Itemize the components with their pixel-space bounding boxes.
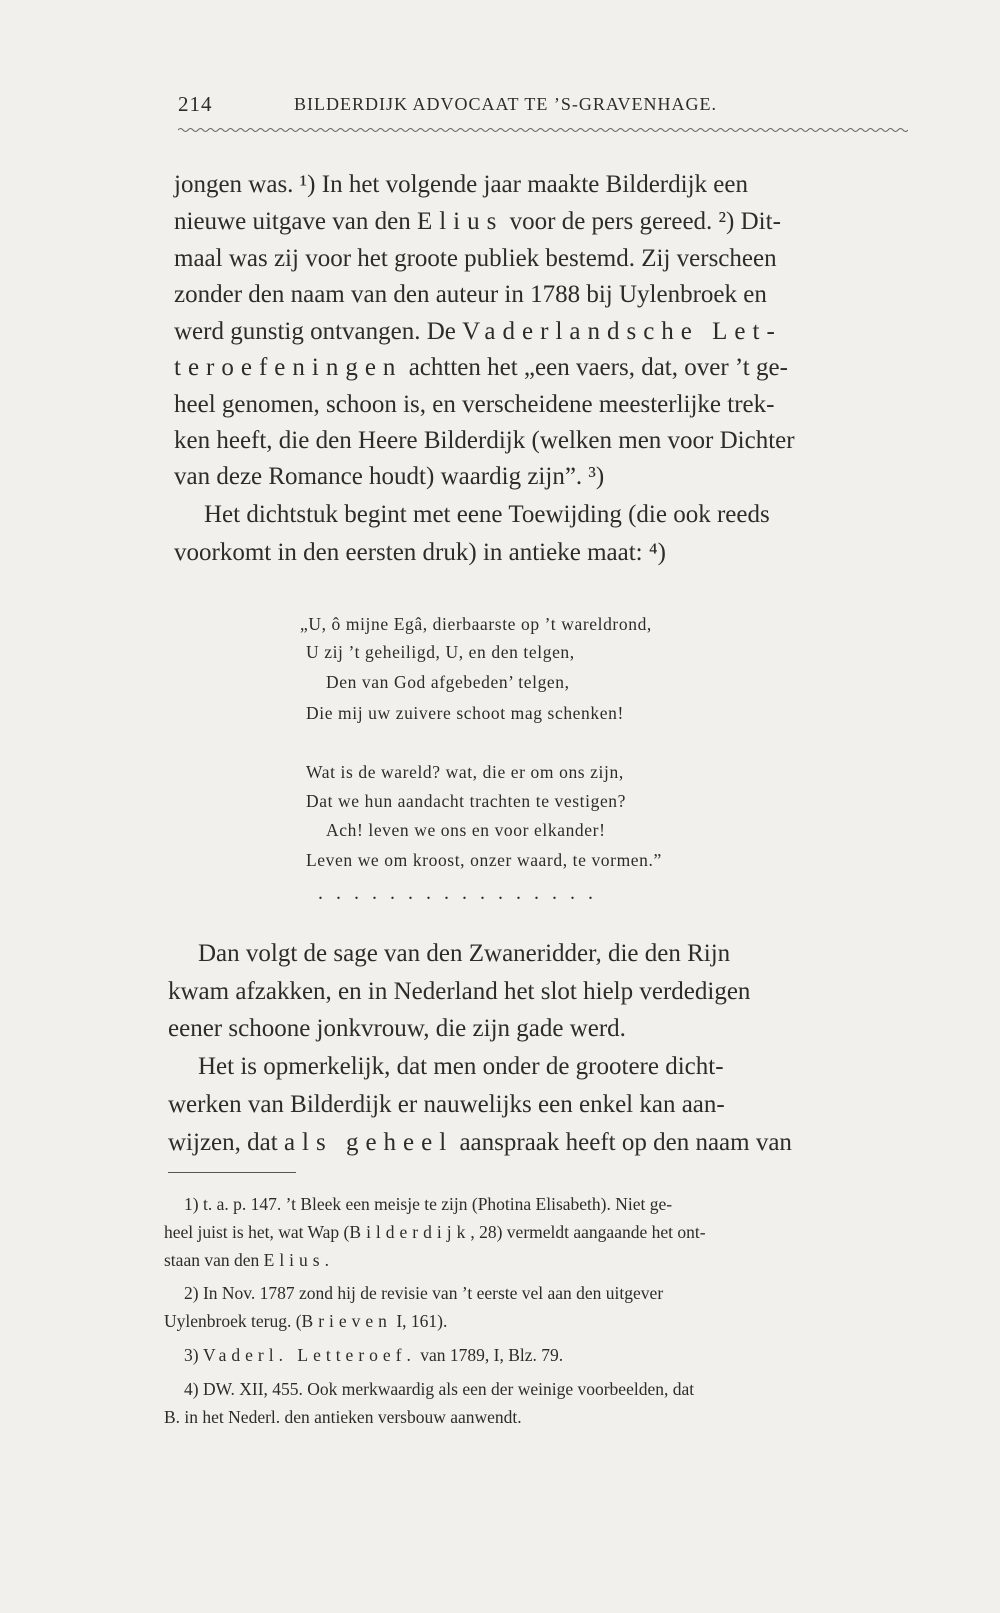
- body-line: ken heeft, die den Heere Bilderdijk (welken men voor Dichter: [174, 427, 795, 454]
- footnote-text: van 1789, I, Blz. 79.: [415, 1345, 564, 1365]
- body-text: voor de pers gereed. ²) Dit-: [503, 208, 781, 235]
- footnote-line: 2) In Nov. 1787 zond hij de revisie van ’t eerste vel aan den uitgever: [184, 1283, 664, 1303]
- body-line: voorkomt in den eersten druk) in antieke maat: ⁴): [174, 539, 666, 566]
- verse-line: Leven we om kroost, onzer waard, te vormen.”: [306, 850, 662, 870]
- verse-line: U zij ’t geheiligd, U, en den telgen,: [306, 642, 575, 662]
- footnote-text: 3): [184, 1345, 203, 1365]
- footnote-emphasis: Vaderl. Letteroef.: [202, 1345, 416, 1365]
- body-line: jongen was. ¹) In het volgende jaar maakte Bilderdijk een: [174, 171, 748, 198]
- footnote-text: heel juist is het, wat Wap (: [164, 1222, 350, 1242]
- body-line: Het dichtstuk begint met eene Toewijding (die ook reeds: [204, 501, 770, 528]
- body-line: [174, 207, 781, 237]
- body-line: zonder den naam van den auteur in 1788 bij Uylenbroek en: [174, 281, 767, 308]
- body-line: heel genomen, schoon is, en verscheidene meesterlijke trek-: [174, 391, 775, 418]
- verse-line: „U, ô mijne Egâ, dierbaarste op ’t wareldrond,: [300, 614, 652, 634]
- body-line: maal was zij voor het groote publiek bestemd. Zij verscheen: [174, 245, 777, 272]
- footnote-emphasis: Bilderdijk: [349, 1222, 471, 1242]
- body-line: [174, 353, 788, 383]
- page-number: 214: [178, 92, 213, 116]
- body-text: achtten het „een vaers, dat, over ’t ge-: [402, 354, 788, 381]
- footnote-line: [164, 1309, 447, 1333]
- body-line: [174, 317, 782, 347]
- verse-line: Die mij uw zuivere schoot mag schenken!: [306, 703, 624, 723]
- footnote-line: [164, 1220, 706, 1244]
- footnote-text: , 28) vermeldt aangaande het ont-: [470, 1222, 706, 1242]
- footnote-line: [184, 1343, 563, 1367]
- body-line: van deze Romance houdt) waardig zijn”. ³): [174, 463, 605, 490]
- body-text: nieuwe uitgave van den: [174, 208, 417, 235]
- body-line: werken van Bilderdijk er nauwelijks een enkel kan aan-: [168, 1091, 725, 1118]
- footnote-emphasis: Brieven: [301, 1311, 392, 1331]
- footnote-line: [164, 1248, 329, 1272]
- emphasis-spaced: als geheel: [283, 1129, 454, 1156]
- footnote-text: .: [324, 1250, 329, 1270]
- running-head: BILDERDIJK ADVOCAAT TE ’S-GRAVENHAGE.: [294, 94, 718, 114]
- footnote-separator: [168, 1172, 296, 1173]
- footnote-text: Uylenbroek terug. (: [164, 1311, 302, 1331]
- body-line: eener schoone jonkvrouw, die zijn gade werd.: [168, 1015, 626, 1042]
- footnote-text: staan van den: [164, 1250, 264, 1270]
- verse-line: Wat is de wareld? wat, die er om ons zijn,: [306, 762, 624, 782]
- emphasis-spaced: Vaderlandsche Let-: [462, 318, 782, 345]
- ellipsis-dots: ................: [318, 882, 606, 904]
- header-ornamental-rule: [178, 126, 908, 134]
- footnote-text: I, 161).: [391, 1311, 448, 1331]
- body-line: Dan volgt de sage van den Zwaneridder, die den Rijn: [198, 940, 731, 967]
- footnote-line: B. in het Nederl. den antieken versbouw aanwendt.: [164, 1407, 522, 1427]
- verse-line: Ach! leven we ons en voor elkander!: [326, 820, 606, 840]
- footnote-emphasis: Elius: [263, 1250, 325, 1270]
- body-text: aanspraak heeft op den naam van: [453, 1129, 792, 1156]
- emphasis-spaced: Elius: [416, 208, 504, 235]
- body-line: kwam afzakken, en in Nederland het slot hielp verdedigen: [168, 978, 751, 1005]
- page-header: [178, 92, 908, 122]
- body-text: werd gunstig ontvangen. De: [174, 318, 463, 345]
- footnote-line: 1) t. a. p. 147. ’t Bleek een meisje te zijn (Photina Elisabeth). Niet ge-: [184, 1194, 673, 1214]
- verse-line: Dat we hun aandacht trachten te vestigen?: [306, 791, 627, 811]
- body-line: Het is opmerkelijk, dat men onder de grootere dicht-: [198, 1053, 724, 1080]
- footnote-line: 4) DW. XII, 455. Ook merkwaardig als een der weinige voorbeelden, dat: [184, 1379, 695, 1399]
- body-text: wijzen, dat: [168, 1129, 284, 1156]
- verse-line: Den van God afgebeden’ telgen,: [326, 672, 570, 692]
- emphasis-spaced: teroefeningen: [174, 354, 403, 381]
- body-line: [168, 1128, 792, 1158]
